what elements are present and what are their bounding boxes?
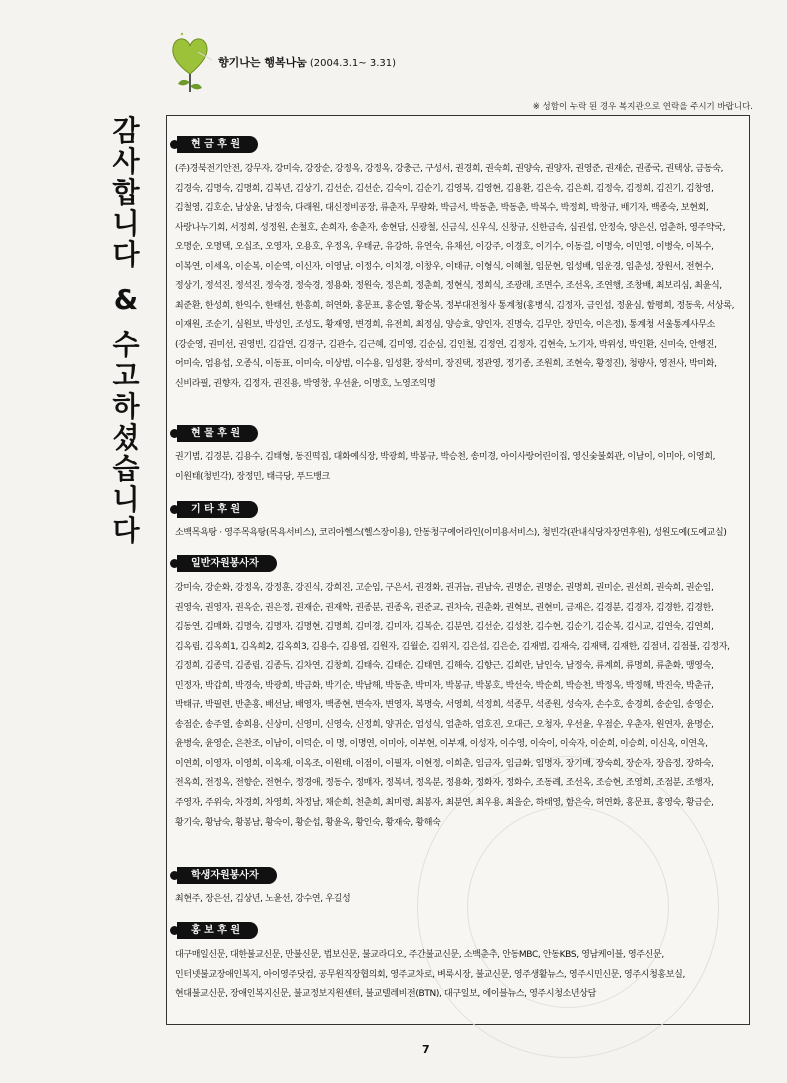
title-gap bbox=[106, 270, 146, 284]
newsletter-title bbox=[218, 54, 396, 70]
header-date: (2004.3.1~ 3.31) bbox=[309, 58, 397, 69]
vertical-thanks-title bbox=[106, 115, 146, 546]
title-gap bbox=[106, 315, 146, 329]
page-number: 7 bbox=[422, 1043, 430, 1056]
section-body-general-volunteers: 강미숙, 강순화, 강정옥, 강정훈, 강진식, 강희진, 고순임, 구은서, 권경화, 권귀늠, 권남숙, 권명순, 권명순, 권명희, 권미순, 권선희, 권숙희, 권순임, 권영숙, 권영자, 권옥순, 권은정, 권재순, 권재학, 권종분, 권종옥, 권준교, 권차숙, 권춘화, 권혁보, 권현미, 금재은, 김경분, 김경자, 김경한, 김경한, 김동연, 김매화, 김명숙, 김명자, 김명현, 김명희, 김미경, 김미자, 김복순, 김분연, 김선순, 김성찬, 김수현, 김순기, 김순복, 김시교, 김연숙, 김연희, 김옥림, 김옥희1, 김옥희2, 김옥희3, 김용수, 김용엽, 김원자, 김월순, 김위지, 김은섭, 김은순, 김재범, 김재숙, 김재택, 김재한, 김점녀, 김점불, 김정자, 김정희, 김종덕, 김종림, 김종득, 김차연, 김창희, 김태숙, 김태순, 김태연, 김해숙, 김향근, 김희란, 남인숙, 남정숙, 류계희, 류명희, 류춘화, 맹영숙, 민정자, 박갑희, 박경숙, 박광희, 박금화, 박기순, 박남해, 박동춘, 박미자, 박봉규, 박봉호, 박선숙, 박순희, 박승천, 박정옥, 박정해, 박진숙, 박춘규, 박태규, 박필련, 반춘홍, 배선남, 배영자, 백종현, 변숙자, 변영자, 복명숙, 서영희, 석정희, 석종무, 석종원, 성숙자, 손수호, 송경희, 송순임, 송영순, 송점순, 송주열, 송희용, 신상미, 신영미, 신영숙, 신정희, 양귀순, 엄성식, 엄춘하, 엄호진, 오대근, 오청자, 우선윤, 우점순, 우춘자, 원연자, 윤명순, 윤병숙, 윤영순, 은찬조, 이남이, 이덕순, 이 명, 이명연, 이미아, 이부현, 이부재, 이성자, 이수영, 이숙이, 이숙자, 이순희, 이승희, 이신옥, 이연옥, 이연희, 이영자, 이영희, 이옥재, 이옥조, 이원태, 이점이, 이필자, 이현정, 이희춘, 임금자, 임금화, 임명자, 장기매, 장숙희, 장순자, 장음정, 장하숙, 전옥희, 전정옥, 전향순, 전현수, 정경애, 정동수, 정매자, 정복녀, 정옥분, 정용화, 정화자, 정화수, 조동례, 조선옥, 조승현, 조영희, 조점분, 조행자, 주영자, 주위숙, 차경희, 차영희, 차정남, 채순희, 천춘희, 최미령, 최봉자, 최분연, 최우용, 최을순, 하태영, 함은숙, 허연화, 홍문표, 홍영숙, 황금순, 황기숙, 황남숙, 황봉남, 황숙이, 황순섭, 황윤옥, 황인숙, 황재숙, 황해숙 bbox=[175, 583, 730, 828]
title-char: 사 bbox=[112, 145, 140, 178]
title-char: 고 bbox=[112, 359, 140, 392]
page-header bbox=[160, 30, 760, 100]
section-header-cash: 현 금 후 원 bbox=[177, 136, 258, 153]
title-char: 합 bbox=[112, 176, 140, 209]
title-char: 다 bbox=[112, 514, 140, 547]
section-header-other: 기 타 후 원 bbox=[177, 501, 258, 518]
section-body-cash: (주)경북전기안전, 강무자, 강미숙, 강장순, 강정옥, 강정옥, 강충근, 구성서, 권경희, 권숙희, 권양숙, 권양자, 권영준, 권재순, 권종국, 권택상, 금동숙, 김경숙, 김명숙, 김명희, 김복년, 김상기, 김선순, 김선순, 김숙이, 김순기, 김영복, 김영현, 김용환, 김은숙, 김은희, 김정숙, 김정희, 김진기, 김창영, 김철영, 김호순, 남상윤, 남정숙, 다래원, 대신정비공장, 류춘자, 무량화, 박금서, 박동춘, 박동춘, 박복수, 박정희, 박창규, 배기자, 백종숙, 보현회, 사랑나누기회, 서정희, 성정원, 손철호, 손희자, 송춘자, 송현담, 신광철, 신금식, 신우식, 신창규, 신한금속, 심권섭, 안정숙, 양은신, 엄춘하, 영주약국, 오명순, 오명택, 오십조, 오영자, 오용호, 우정옥, 우태균, 유강하, 유연숙, 유채선, 이강주, 이경호, 이기수, 이동걸, 이명숙, 이민영, 이병숙, 이복수, 이복연, 이세옥, 이순복, 이순역, 이신자, 이영남, 이정수, 이치경, 이창우, 이태규, 이형식, 이혜철, 임문현, 임성배, 임운경, 임춘성, 장원서, 전현수, 정상기, 정석진, 정석진, 정숙경, 정숙경, 정용화, 정원숙, 정은희, 정춘희, 정현식, 정희식, 조광래, 조면수, 조선옥, 조연행, 조창배, 최보리심, 최윤식, 최준환, 한성희, 한익수, 한태선, 한흥희, 허연화, 홍문표, 홍순열, 황순복, 정부대전청사 통계청(홍병식, 김정자, 금인섭, 정윤심, 함평희, 정동욱, 서상록, 이재원, 조순기, 심원보, 박성인, 조성도, 황재영, 변경희, 유전희, 최정심, 양승효, 양인자, 진명숙, 김무안, 장민숙, 이은정), 통계청 서울통계사무소(강순영, 권미선, 권영빈, 김갑연, 김경구, 김관수, 김근혜, 김미영, 김순심, 김인철, 김정연, 김정자, 김현숙, 노기자, 박위성, 박인환, 신미숙, 안행진, 어미숙, 엄용섭, 오종식, 이동표, 이미숙, 이상범, 이수용, 임성환, 장석미, 장진택, 정관영, 정기종, 조원희, 조현숙, 황정진), 청량사, 영전사, 박미화, 신비라필, 권향자, 김정자, 권진용, 박영창, 우선윤, 이명호, 노영조익명 bbox=[175, 164, 735, 390]
title-char: 하 bbox=[112, 390, 140, 423]
title-char: 수 bbox=[112, 328, 140, 361]
title-char: 습 bbox=[112, 452, 140, 485]
title-char: 셨 bbox=[112, 421, 140, 454]
header-title-text: 향기나는 행복나눔 bbox=[218, 56, 307, 69]
title-char: 다 bbox=[112, 238, 140, 271]
section-body-publicity: 대구매일신문, 대한불교신문, 만불신문, 법보신문, 불교라디오, 주간불교신문, 소백춘추, 안동MBC, 안동KBS, 영남케이블, 영주신문, 인터넷불교장애인복지, 아이영주닷컴, 공무원직장협의회, 영주교차로, 벼룩시장, 불교신문, 영주생활뉴스, 영주시민신문, 영주시청홍보실, 현대불교신문, 장애인복지신문, 불교정보지원센터, 불교텔레비전(BTN), 대구일보, 에이블뉴스, 영주시청소년상담 bbox=[175, 950, 685, 1000]
title-char: 감 bbox=[112, 114, 140, 147]
section-body-student-volunteers: 최현주, 장은선, 김상년, 노윤선, 강수연, 우길성 bbox=[175, 894, 351, 904]
title-char: 니 bbox=[112, 483, 140, 516]
donor-list-box bbox=[166, 115, 750, 1025]
title-char: 니 bbox=[112, 207, 140, 240]
section-header-general-volunteers: 일반자원봉사자 bbox=[177, 555, 277, 572]
section-body-goods: 권기범, 김경분, 김용수, 김태형, 동진떡집, 대화예식장, 박광희, 박봉규, 박승천, 송미경, 아이사랑어린이집, 영신숯불회관, 이남이, 이미아, 이영희, 이원태(청빈각), 장정민, 태극당, 푸드뱅크 bbox=[175, 452, 716, 482]
section-header-goods: 현 물 후 원 bbox=[177, 425, 258, 442]
section-body-other: 소백목욕탕 · 영주목욕탕(목욕서비스), 코리아헬스(헬스장이용), 안동청구예어라인(이미용서비스), 청빈각(관내식당자장면후원), 성원도예(도예교실) bbox=[175, 528, 727, 538]
section-header-student-volunteers: 학생자원봉사자 bbox=[177, 867, 277, 884]
title-char: & bbox=[113, 283, 139, 316]
section-header-publicity: 홍 보 후 원 bbox=[177, 922, 258, 939]
omission-notice: ※ 성함이 누락 된 경우 복지관으로 연락을 주시기 바랍니다. bbox=[532, 102, 753, 112]
heart-plant-logo-icon bbox=[168, 30, 216, 96]
